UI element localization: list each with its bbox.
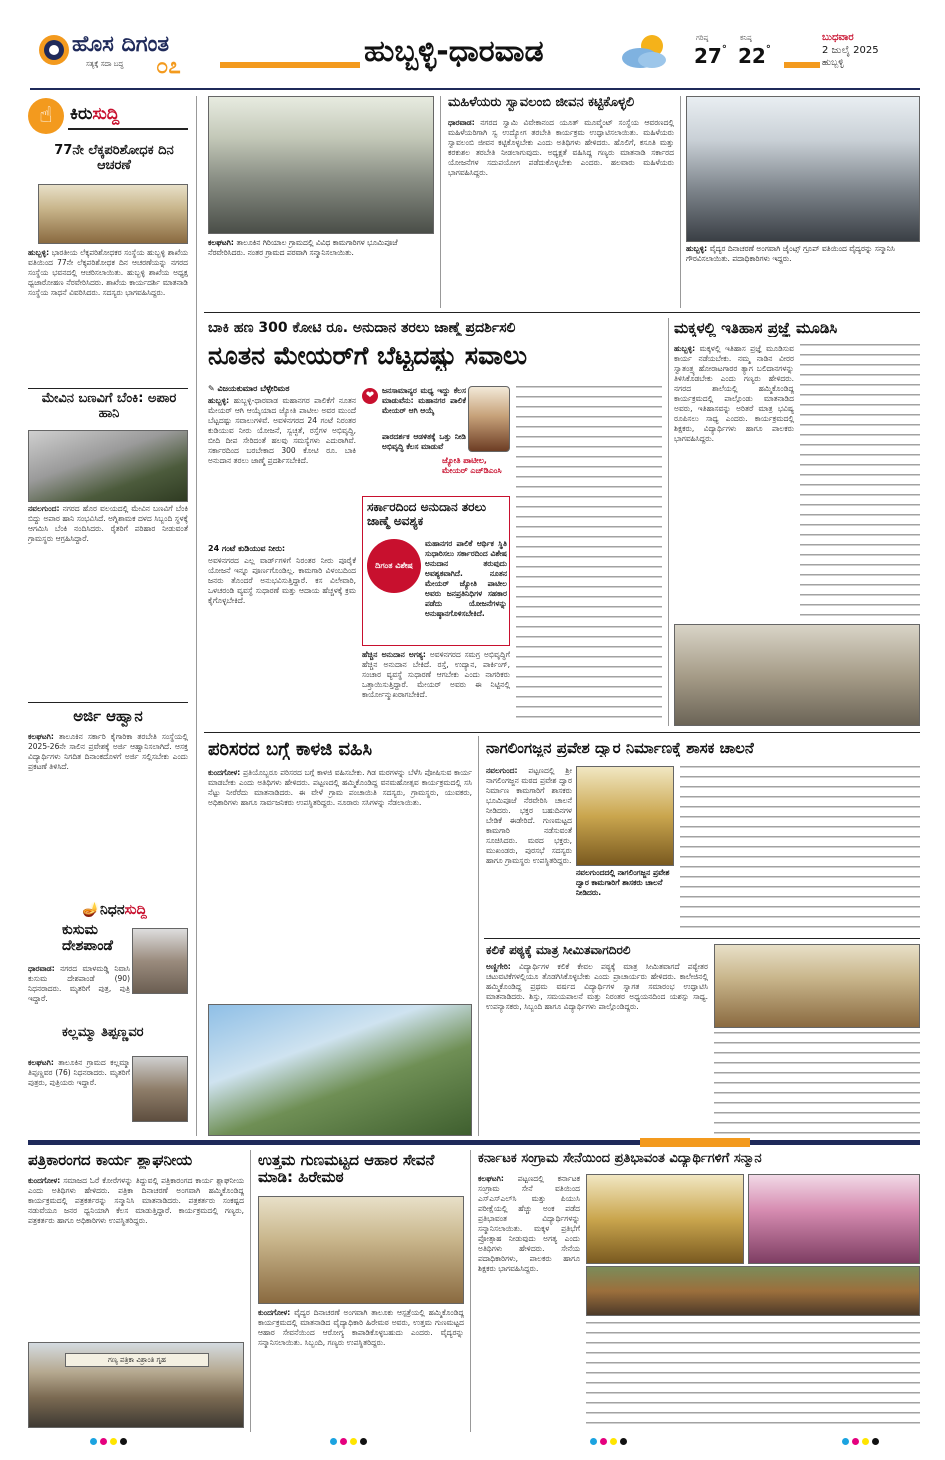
left-column-rule — [196, 96, 197, 1136]
date: 2 ಜುಲೈ 2025 — [822, 45, 879, 56]
kiru-story2-photo — [28, 430, 188, 502]
digantha-vishesha-badge: ದಿಗಂತ ವಿಶೇಷ — [367, 539, 421, 593]
masthead-orange-bar — [220, 62, 360, 68]
heart-logo-icon: ❤ — [362, 388, 378, 404]
sangrama-photo-1 — [586, 1174, 744, 1264]
ahara-body: ಕುಂದಗೋಳ: ವೈದ್ಯರ ದಿನಾಚರಣೆ ಅಂಗವಾಗಿ ತಾಲೂಕು ಆಸ್ಪತ್ರೆಯಲ್ಲಿ ಹಮ್ಮಿಕೊಂಡಿದ್ದ ಕಾರ್ಯಕ್ರಮದಲ್ಲಿ ಮಾತನಾಡಿದ ವೈದ್ಯಾಧಿಕಾರಿ ಹಿರೇಮಠ ಅವರು, ಉತ್ತಮ ಗುಣಮಟ್ಟದ ಆಹಾರ ಸೇವನೆಯಿಂದ ಆರೋಗ್ಯ ಕಾಪಾಡಿಕೊಳ್ಳಬಹುದು ಎಂದರು. ವೈದ್ಯರನ್ನು ಸನ್ಮಾನಿಸಲಾಯಿತು. ಸಿಬ್ಬಂದಿ, ಗಣ್ಯರು ಉಪಸ್ಥಿತರಿದ್ದರು. — [258, 1308, 464, 1347]
sangrama-headline: ಕರ್ನಾಟಕ ಸಂಗ್ರಾಮ ಸೇನೆಯಿಂದ ಪ್ರತಿಭಾವಂತ ವಿದ್ಯಾರ್ಥಿಗಳಿಗೆ ಸನ್ಮಾನ — [478, 1152, 762, 1166]
masthead-logo-block — [32, 30, 220, 80]
nidhana-label: ನಿಧನಸುದ್ದಿ — [100, 902, 147, 918]
registration-dots-right — [842, 1438, 879, 1445]
mayor-special-box — [362, 496, 510, 646]
masthead — [14, 30, 931, 80]
kalike-body-continued — [714, 1032, 920, 1136]
temp-min-label: ಕನಿಷ್ಠ — [740, 34, 752, 42]
mayor-body-continued — [516, 386, 662, 726]
kiru-divider-2 — [28, 702, 188, 703]
logo-tagline: ಸತ್ಯಕ್ಕೆ ಸದಾ ಬದ್ಧ — [86, 60, 124, 68]
kalike-photo — [714, 944, 920, 1028]
kiru-story1-photo — [38, 184, 188, 244]
masthead-orange-bar-right — [784, 62, 820, 68]
top-left-caption: ಕಲಘಟಗಿ: ತಾಲೂಕಿನ ಗಿರಿಯಾಲ ಗ್ರಾಮದಲ್ಲಿ ವಿವಿಧ ಕಾಮಗಾರಿಗಳ ಭೂಮಿಪೂಜೆ ನೆರವೇರಿಸಿದರು. ನಂತರ ಗ್ರಾಮದ ಪರವಾಗಿ ಸನ್ಮಾನಿಸಲಾಯಿತು. — [208, 238, 398, 257]
temp-max-label: ಗರಿಷ್ಠ — [696, 34, 709, 42]
pen-icon: ✎ — [208, 384, 215, 393]
partly-cloudy-icon — [616, 32, 672, 72]
kiru-divider-1 — [28, 388, 188, 389]
masthead-rule — [30, 88, 920, 90]
nagalinga-bottom-rule — [484, 938, 920, 939]
special-box-headline: ಸರ್ಕಾರದಿಂದ ಅನುದಾನ ತರಲು ಜಾಣ್ಮೆ ಅವಶ್ಯಕ — [367, 500, 487, 528]
date-block — [822, 32, 932, 68]
mayor-profile-box — [362, 384, 510, 492]
kiru-story3-headline: ಅರ್ಜಿ ಆಹ್ವಾನ — [73, 707, 143, 725]
mayor-portrait — [468, 386, 510, 452]
patrika-photo — [28, 1342, 244, 1428]
nidhana-p2-name: ಕಲ್ಲಮ್ಮಾ ತಿಪ್ಪಣ್ಣವರ — [62, 1025, 144, 1040]
mayor-body2: ಅವಳಿನಗರದ ಎಲ್ಲ ವಾರ್ಡ್‌ಗಳಿಗೆ ನಿರಂತರ ನೀರು ಪೂರೈಕೆ ಯೋಜನೆ ಇನ್ನೂ ಪೂರ್ಣಗೊಂಡಿಲ್ಲ. ಕಾಮಗಾರಿ ವಿಳಂಬದಿಂದ ಜನರು ತೊಂದರೆ ಅನುಭವಿಸುತ್ತಿದ್ದಾರೆ. ಕಸ ವಿಲೇವಾರಿ, ಒಳಚರಂಡಿ ವ್ಯವಸ್ಥೆ ಸುಧಾರಣೆ ಮತ್ತು ಆದಾಯ ಹೆಚ್ಚಳಕ್ಕೆ ಕ್ರಮ ಕೈಗೊಳ್ಳಬೇಕಿದೆ. — [208, 556, 356, 605]
environment-headline: ಪರಿಸರದ ಬಗ್ಗೆ ಕಾಳಜಿ ವಹಿಸಿ — [208, 740, 373, 760]
mayor-subhead1: 24 ಗಂಟೆ ಕುಡಿಯುವ ನೀರು: — [208, 544, 286, 553]
kalike-headline: ಕಲಿಕೆ ಪಠ್ಯಕ್ಕೆ ಮಾತ್ರ ಸೀಮಿತವಾಗದಿರಲಿ — [486, 943, 631, 957]
mayor-body: ಹುಬ್ಬಳ್ಳಿ: ಹುಬ್ಬಳ್ಳಿ-ಧಾರವಾಡ ಮಹಾನಗರ ಪಾಲಿಕೆಗೆ ನೂತನ ಮೇಯರ್ ಆಗಿ ಆಯ್ಕೆಯಾದ ಜ್ಯೋತಿ ಪಾಟೀಲ ಅವರ ಮುಂದೆ ಬೆಟ್ಟದಷ್ಟು ಸವಾಲುಗಳಿವೆ. ಅವಳಿನಗರದ 24 ಗಂಟೆ ನಿರಂತರ ಕುಡಿಯುವ ನೀರು ಯೋಜನೆ, ಸ್ವಚ್ಛತೆ, ರಸ್ತೆಗಳ ಅಭಿವೃದ್ಧಿ, ಬೀದಿ ದೀಪ ಸೇರಿದಂತೆ ಹಲವು ಸಮಸ್ಯೆಗಳು ಎದುರಾಗಿವೆ. ಸರ್ಕಾರದಿಂದ ಬರಬೇಕಾದ 300 ಕೋಟಿ ರೂ. ಬಾಕಿ ಅನುದಾನ ತರಲು ಜಾಣ್ಮೆ ಪ್ರದರ್ಶಿಸಬೇಕಿದೆ. — [208, 396, 356, 465]
nidhana-header — [82, 900, 192, 922]
registration-dots-mid-1 — [330, 1438, 367, 1445]
bottom-rule-2 — [470, 1150, 471, 1432]
mayor-kicker: ಬಾಕಿ ಹಣ 300 ಕೋಟಿ ರೂ. ಅನುದಾನ ತರಲು ಜಾಣ್ಮೆ ಪ್ರದರ್ಶಿಸಲಿ — [208, 320, 516, 336]
temp-max: 27° — [694, 44, 727, 68]
profile-name: ಜ್ಯೋತಿ ಪಾಟೀಲ, ಮೇಯರ್ ಎಚ್‌ಡಿಎಂಸಿ — [442, 456, 502, 475]
finger-icon: ☝ — [28, 98, 64, 134]
history-photo — [674, 624, 920, 726]
registration-dots-mid-2 — [590, 1438, 627, 1445]
sangrama-body-continued — [586, 1322, 920, 1432]
ahara-photo — [258, 1196, 464, 1304]
nagalinga-body-continued — [680, 766, 920, 934]
kiru-story2-body: ನವಲಗುಂದ: ನಗರದ ಹೊರ ವಲಯದಲ್ಲಿ ಮೇವಿನ ಬಣವಿಗೆ ಬೆಂಕಿ ಬಿದ್ದು ಅಪಾರ ಹಾನಿ ಸಂಭವಿಸಿದೆ. ಅಗ್ನಿಶಾಮಕ ದಳದ ಸಿಬ್ಬಂದಿ ಸ್ಥಳಕ್ಕೆ ಆಗಮಿಸಿ ಬೆಂಕಿ ನಂದಿಸಿದರು. ರೈತರಿಗೆ ಪರಿಹಾರ ನೀಡುವಂತೆ ಗ್ರಾಮಸ್ಥರು ಆಗ್ರಹಿಸಿದ್ದಾರೆ. — [28, 504, 188, 543]
top-left-photo — [208, 96, 434, 234]
mayor-bottom-rule — [204, 732, 920, 733]
building-sign: ಗಣ್ಯ ಪತ್ರಿಕಾ ವಿಶ್ರಾಂತಿ ಗೃಹ — [65, 1353, 209, 1367]
top-right-caption: ಹುಬ್ಬಳ್ಳಿ: ವೈದ್ಯರ ದಿನಾಚರಣೆ ಅಂಗವಾಗಿ ಜೈಂಟ್ಸ್ ಗ್ರೂಪ್ ವತಿಯಿಂದ ವೈದ್ಯರನ್ನು ಸನ್ಮಾನಿಸಿ ಗೌರವಿಸಲಾಯಿತು. ಪದಾಧಿಕಾರಿಗಳು ಇದ್ದರು. — [686, 244, 895, 263]
kiru-section — [28, 96, 188, 1136]
nagalinga-caption: ನವಲಗುಂದದಲ್ಲಿ ನಾಗಲಿಂಗಜ್ಜನ ಪ್ರವೇಶ ದ್ವಾರ ಕಾಮಗಾರಿಗೆ ಶಾಸಕರು ಚಾಲನೆ ನೀಡಿದರು. — [576, 868, 670, 897]
history-body-continued — [800, 344, 920, 620]
logo-text: ಹೊಸ ದಿಗಂತ — [72, 32, 170, 57]
patrika-body: ಕುಂದಗೋಳ: ಸಮಾಜದ ಓರೆ ಕೋರೆಗಳನ್ನು ತಿದ್ದುವಲ್ಲಿ ಪತ್ರಿಕಾರಂಗದ ಕಾರ್ಯ ಶ್ಲಾಘನೀಯ ಎಂದು ಅತಿಥಿಗಳು ಹೇಳಿದರು. ಪತ್ರಿಕಾ ದಿನಾಚರಣೆ ಅಂಗವಾಗಿ ಹಮ್ಮಿಕೊಂಡಿದ್ದ ಕಾರ್ಯಕ್ರಮದಲ್ಲಿ ಪತ್ರಕರ್ತರನ್ನು ಸನ್ಮಾನಿಸಿ ಮಾತನಾಡಿದರು. ಪತ್ರಕರ್ತರು ಸಂಕಷ್ಟದ ನಡುವೆಯೂ ಜನರ ಧ್ವನಿಯಾಗಿ ಕೆಲಸ ಮಾಡುತ್ತಿದ್ದಾರೆ. ಕಾರ್ಯಕ್ರಮದಲ್ಲಿ ಗಣ್ಯರು, ಪತ್ರಕರ್ತರು ಹಾಗೂ ಅಧಿಕಾರಿಗಳು ಉಪಸ್ಥಿತರಿದ್ದರು. — [28, 1176, 244, 1225]
ahara-headline: ಉತ್ತಮ ಗುಣಮಟ್ಟದ ಆಹಾರ ಸೇವನೆ ಮಾಡಿ: ಹಿರೇಮಠ — [258, 1151, 435, 1187]
kiru-underline — [68, 128, 188, 130]
profile-line-2: ಪಾರದರ್ಶಕ ಆಡಳಿತಕ್ಕೆ ಒತ್ತು ನೀಡಿ ಅಭಿವೃದ್ಧಿ ಕೆಲಸ ಮಾಡುವೆ — [382, 432, 466, 451]
special-box-body: ಮಹಾನಗರ ಪಾಲಿಕೆ ಆರ್ಥಿಕ ಸ್ಥಿತಿ ಸುಧಾರಿಸಲು ಸರ್ಕಾರದಿಂದ ವಿಶೇಷ ಅನುದಾನ ತರುವುದು ಅವಶ್ಯಕವಾಗಿದೆ. ನೂತನ ಮೇಯರ್ ಜ್ಯೋತಿ ಪಾಟೀಲ ಅವರು ಜನಪ್ರತಿನಿಧಿಗಳ ಸಹಕಾರ ಪಡೆದು ಯೋಜನೆಗಳನ್ನು ಅನುಷ್ಠಾನಗೊಳಿಸಬೇಕಿದೆ. — [425, 539, 507, 618]
nidhana-p2-photo — [132, 1056, 188, 1122]
kiru-story1-body: ಹುಬ್ಬಳ್ಳಿ: ಭಾರತೀಯ ಲೆಕ್ಕಪರಿಶೋಧಕರ ಸಂಸ್ಥೆಯ ಹುಬ್ಬಳ್ಳಿ ಶಾಖೆಯ ವತಿಯಿಂದ 77ನೇ ಲೆಕ್ಕಪರಿಶೋಧಕ ದಿನ ಆಚರಣೆಯನ್ನು ನಗರದ ಸಂಸ್ಥೆಯ ಭವನದಲ್ಲಿ ಆಚರಿಸಲಾಯಿತು. ಹುಬ್ಬಳ್ಳಿ ಶಾಖೆಯ ಅಧ್ಯಕ್ಷ ಧ್ವಜಾರೋಹಣ ನೆರವೇರಿಸಿದರು. ಶಾಖೆಯ ಕಾರ್ಯದರ್ಶಿ ಮಾತನಾಡಿ ಸಂಸ್ಥೆಯ ಸಾಧನೆ ವಿವರಿಸಿದರು. ಸದಸ್ಯರು ಭಾಗವಹಿಸಿದ್ದರು. — [28, 248, 188, 297]
environment-photo — [208, 1004, 472, 1136]
nagalinga-body: ನವಲಗುಂದ: ಪಟ್ಟಣದಲ್ಲಿ ಶ್ರೀ ನಾಗಲಿಂಗಜ್ಜನ ಮಠದ ಪ್ರವೇಶ ದ್ವಾರ ನಿರ್ಮಾಣ ಕಾಮಗಾರಿಗೆ ಶಾಸಕರು ಭೂಮಿಪೂಜೆ ನೆರವೇರಿಸಿ ಚಾಲನೆ ನೀಡಿದರು. ಭಕ್ತರ ಬಹುದಿನಗಳ ಬೇಡಿಕೆ ಈಡೇರಿದೆ. ಗುಣಮಟ್ಟದ ಕಾಮಗಾರಿ ನಡೆಸುವಂತೆ ಸೂಚಿಸಿದರು. ಮಠದ ಭಕ್ತರು, ಮುಖಂಡರು, ಪುರಸಭೆ ಸದಸ್ಯರು ಹಾಗೂ ಗ್ರಾಮಸ್ಥರು ಉಪಸ್ಥಿತರಿದ್ದರು. — [486, 766, 572, 865]
mayor-byline: ✎ ವಿಜಯಕುಮಾರ ಬೆಳ್ಳೇರಿಮಠ — [208, 384, 290, 393]
top-right-photo — [686, 96, 920, 242]
edition-title: ಹುಬ್ಬಳ್ಳಿ-ಧಾರವಾಡ — [364, 34, 544, 69]
mayor-body3: ಹೆಚ್ಚಿನ ಅನುದಾನ ಅಗತ್ಯ: ಅವಳಿನಗರದ ಸಮಗ್ರ ಅಭಿವೃದ್ಧಿಗೆ ಹೆಚ್ಚಿನ ಅನುದಾನ ಬೇಕಿದೆ. ರಸ್ತೆ, ಉದ್ಯಾನ, ಪಾರ್ಕಿಂಗ್, ಸಂಚಾರ ವ್ಯವಸ್ಥೆ ಸುಧಾರಣೆ ಆಗಬೇಕು ಎಂದು ನಾಗರಿಕರು ಒತ್ತಾಯಿಸುತ್ತಿದ್ದಾರೆ. ಮೇಯರ್ ಅವರು ಈ ನಿಟ್ಟಿನಲ್ಲಿ ಕಾರ್ಯೋನ್ಮುಖರಾಗಬೇಕಿದೆ. — [362, 650, 510, 699]
sangrama-body: ಕಲಘಟಗಿ: ಪಟ್ಟಣದಲ್ಲಿ ಕರ್ನಾಟಕ ಸಂಗ್ರಾಮ ಸೇನೆ ವತಿಯಿಂದ ಎಸ್‌ಎಸ್‌ಎಲ್‌ಸಿ ಮತ್ತು ಪಿಯುಸಿ ಪರೀಕ್ಷೆಯಲ್ಲಿ ಹೆಚ್ಚು ಅಂಕ ಪಡೆದ ಪ್ರತಿಭಾವಂತ ವಿದ್ಯಾರ್ಥಿಗಳನ್ನು ಸನ್ಮಾನಿಸಲಾಯಿತು. ಮಕ್ಕಳ ಪ್ರತಿಭೆಗೆ ಪ್ರೋತ್ಸಾಹ ನೀಡುವುದು ಅಗತ್ಯ ಎಂದು ಅತಿಥಿಗಳು ಹೇಳಿದರು. ಸೇನೆಯ ಪದಾಧಿಕಾರಿಗಳು, ಪಾಲಕರು ಹಾಗೂ ಶಿಕ್ಷಕರು ಭಾಗವಹಿಸಿದ್ದರು. — [478, 1174, 580, 1273]
kiru-story2-headline: ಮೇವಿನ ಬಣವಿಗೆ ಬೆಂಕಿ: ಅಪಾರ ಹಾನಿ — [41, 391, 177, 421]
lamp-icon: 🪔 — [82, 902, 100, 918]
kiru-story1-headline: 77ನೇ ಲೆಕ್ಕಪರಿಶೋಧಕ ದಿನ ಆಚರಣೆ — [54, 143, 174, 173]
kiru-story3-body: ಕಲಘಟಗಿ: ತಾಲೂಕಿನ ಸರ್ಕಾರಿ ಕೈಗಾರಿಕಾ ತರಬೇತಿ ಸಂಸ್ಥೆಯಲ್ಲಿ 2025-26ನೇ ಸಾಲಿನ ಪ್ರವೇಶಕ್ಕೆ ಅರ್ಜಿ ಆಹ್ವಾನಿಸಲಾಗಿದೆ. ಆಸಕ್ತ ವಿದ್ಯಾರ್ಥಿಗಳು ನಿಗದಿತ ದಿನಾಂಕದೊಳಗೆ ಅರ್ಜಿ ಸಲ್ಲಿಸಬೇಕು ಎಂದು ಪ್ರಕಟಣೆ ತಿಳಿಸಿದೆ. — [28, 732, 188, 771]
patrika-headline: ಪತ್ರಿಕಾರಂಗದ ಕಾರ್ಯ ಶ್ಲಾಘನೀಯ — [28, 1152, 193, 1169]
bottom-separator — [28, 1140, 920, 1145]
bottom-separator-accent — [640, 1138, 750, 1147]
nidhana-p1-photo — [132, 928, 188, 994]
nagalinga-photo — [576, 766, 674, 866]
page-number: ೦೭ — [156, 54, 181, 79]
nidhana-p1-body: ಧಾರವಾಡ: ನಗರದ ಮಾಳಮಡ್ಡಿ ನಿವಾಸಿ ಕುಸುಮ ದೇಶಪಾಂಡೆ (90) ನಿಧನರಾದರು. ಮೃತರಿಗೆ ಪುತ್ರ, ಪುತ್ರಿ ಇದ್ದಾರೆ. — [28, 964, 130, 1003]
history-body: ಹುಬ್ಬಳ್ಳಿ: ಮಕ್ಕಳಲ್ಲಿ ಇತಿಹಾಸ ಪ್ರಜ್ಞೆ ಮೂಡಿಸುವ ಕಾರ್ಯ ನಡೆಯಬೇಕು. ನಮ್ಮ ನಾಡಿನ ವೀರರ ಸ್ವಾತಂತ್ರ್ಯ ಹೋರಾಟಗಾರರ ತ್ಯಾಗ ಬಲಿದಾನಗಳನ್ನು ತಿಳಿಸಿಕೊಡಬೇಕು ಎಂದು ಗಣ್ಯರು ಹೇಳಿದರು. ನಗರದ ಶಾಲೆಯಲ್ಲಿ ಹಮ್ಮಿಕೊಂಡಿದ್ದ ಕಾರ್ಯಕ್ರಮದಲ್ಲಿ ಪಾಲ್ಗೊಂಡು ಮಾತನಾಡಿದ ಅವರು, ಇತಿಹಾಸವನ್ನು ಅರಿತರೆ ಮಾತ್ರ ಭವಿಷ್ಯ ರೂಪಿಸಲು ಸಾಧ್ಯ ಎಂದರು. ಕಾರ್ಯಕ್ರಮದಲ್ಲಿ ಶಿಕ್ಷಕರು, ವಿದ್ಯಾರ್ಥಿಗಳು ಹಾಗೂ ಪಾಲಕರು ಭಾಗವಹಿಸಿದ್ದರು. — [674, 344, 794, 443]
top-mid-headline: ಮಹಿಳೆಯರು ಸ್ವಾವಲಂಬಿ ಜೀವನ ಕಟ್ಟಿಕೊಳ್ಳಲಿ — [448, 95, 635, 110]
bottom-rule-1 — [250, 1150, 251, 1432]
kiru-header — [28, 96, 188, 136]
registration-dots-left — [90, 1438, 127, 1445]
nidhana-p2-body: ಕಲಘಟಗಿ: ತಾಲೂಕಿನ ಗ್ರಾಮದ ಕಲ್ಲಮ್ಮಾ ತಿಪ್ಪಣ್ಣವರ (76) ನಿಧನರಾದರು. ಮೃತರಿಗೆ ಪುತ್ರರು, ಪುತ್ರಿಯರು ಇದ್ದಾರೆ. — [28, 1058, 130, 1087]
environment-rule — [478, 736, 479, 1136]
kalike-body: ಅಣ್ಣಿಗೇರಿ: ವಿದ್ಯಾರ್ಥಿಗಳ ಕಲಿಕೆ ಕೇವಲ ಪಠ್ಯಕ್ಕೆ ಮಾತ್ರ ಸೀಮಿತವಾಗದೆ ಪಠ್ಯೇತರ ಚಟುವಟಿಕೆಗಳಲ್ಲಿಯೂ ತೊಡಗಿಸಿಕೊಳ್ಳಬೇಕು ಎಂದು ಪ್ರಾಚಾರ್ಯರು ಹೇಳಿದರು. ಕಾಲೇಜಿನಲ್ಲಿ ಹಮ್ಮಿಕೊಂಡಿದ್ದ ಪ್ರಥಮ ವರ್ಷದ ವಿದ್ಯಾರ್ಥಿಗಳ ಸ್ವಾಗತ ಸಮಾರಂಭ ಉದ್ಘಾಟಿಸಿ ಮಾತನಾಡಿದರು. ಶಿಸ್ತು, ಸಮಯಪಾಲನೆ ಮತ್ತು ನಿರಂತರ ಅಧ್ಯಯನದಿಂದ ಯಶಸ್ಸು ಸಾಧ್ಯ. ಉಪನ್ಯಾಸಕರು, ಸಿಬ್ಬಂದಿ ಹಾಗೂ ವಿದ್ಯಾರ್ಥಿಗಳು ಪಾಲ್ಗೊಂಡಿದ್ದರು. — [486, 962, 708, 1011]
mayor-rule — [668, 318, 669, 726]
environment-body: ಕುಂದಗೋಳ: ಪ್ರತಿಯೊಬ್ಬರೂ ಪರಿಸರದ ಬಗ್ಗೆ ಕಾಳಜಿ ವಹಿಸಬೇಕು. ಗಿಡ ಮರಗಳನ್ನು ಬೆಳೆಸಿ ಪೋಷಿಸುವ ಕಾರ್ಯ ಮಾಡಬೇಕು ಎಂದು ಅತಿಥಿಗಳು ಹೇಳಿದರು. ಪಟ್ಟಣದಲ್ಲಿ ಹಮ್ಮಿಕೊಂಡಿದ್ದ ವನಮಹೋತ್ಸವ ಕಾರ್ಯಕ್ರಮದಲ್ಲಿ ಸಸಿ ನೆಟ್ಟು ನೀರೆರೆದು ಮಾತನಾಡಿದರು. ಈ ವೇಳೆ ಗ್ರಾಮ ಪಂಚಾಯಿತಿ ಸದಸ್ಯರು, ಗ್ರಾಮಸ್ಥರು, ಯುವಕರು, ಅಧಿಕಾರಿಗಳು ಹಾಗೂ ಸಾರ್ವಜನಿಕರು ಉಪಸ್ಥಿತರಿದ್ದರು. ನೂರಾರು ಸಸಿಗಳನ್ನು ನೆಡಲಾಯಿತು. — [208, 768, 472, 807]
kiru-label: ಕಿರುಸುದ್ದಿ — [70, 104, 120, 124]
temp-min: 22° — [738, 44, 771, 68]
sangrama-photo-2 — [748, 1174, 920, 1264]
nidhana-p1-name: ಕುಸುಮ ದೇಶಪಾಂಡೆ — [62, 922, 113, 955]
sangrama-photo-3 — [586, 1266, 920, 1316]
top-strip-bottom-rule — [204, 312, 920, 313]
top-mid-body: ಧಾರವಾಡ: ನಗರದ ಸ್ವಾಮಿ ವಿವೇಕಾನಂದ ಯೂತ್ ಮೂವ್ಮೆಂಟ್ ಸಂಸ್ಥೆಯ ಆವರಣದಲ್ಲಿ ಮಹಿಳೆಯರಿಗಾಗಿ ಸ್ವ ಉದ್ಯೋಗ ತರಬೇತಿ ಕಾರ್ಯಕ್ರಮ ಉದ್ಘಾಟಿಸಲಾಯಿತು. ಮಹಿಳೆಯರು ಸ್ವಾವಲಂಬಿ ಜೀವನ ಕಟ್ಟಿಕೊಳ್ಳಬೇಕು ಎಂದು ಅತಿಥಿಗಳು ಹೇಳಿದರು. ಹೊಲಿಗೆ, ಕಸೂತಿ ಮತ್ತು ಕರಕುಶಲ ತರಬೇತಿ ನೀಡಲಾಗುವುದು. ಅಧ್ಯಕ್ಷತೆ ವಹಿಸಿದ್ದ ಗಣ್ಯರು ಮಾತನಾಡಿ ಸರ್ಕಾರದ ಯೋಜನೆಗಳ ಸದುಪಯೋಗ ಪಡೆದುಕೊಳ್ಳಬೇಕು ಎಂದರು. ಹಲವಾರು ಮಹಿಳೆಯರು ಭಾಗವಹಿಸಿದ್ದರು. — [448, 118, 674, 177]
profile-line-1: ಜನಸಾಮಾನ್ಯರ ಮಧ್ಯ ಇದ್ದು ಕೆಲಸ ಮಾಡುವೆನು: ಮಹಾನಗರ ಪಾಲಿಕೆ ಮೇಯರ್ ಆಗಿ ಆಯ್ಕೆ — [382, 386, 466, 415]
nagalinga-headline: ನಾಗಲಿಂಗಜ್ಜನ ಪ್ರವೇಶ ದ್ವಾರ ನಿರ್ಮಾಣಕ್ಕೆ ಶಾಸಕ ಚಾಲನೆ — [486, 740, 754, 757]
mayor-headline: ನೂತನ ಮೇಯರ್‌ಗೆ ಬೆಟ್ಟದಷ್ಟು ಸವಾಲು — [208, 342, 528, 370]
top-strip-rule-2 — [680, 96, 681, 308]
weekday: ಬುಧವಾರ — [822, 32, 854, 43]
top-strip-rule-1 — [440, 96, 441, 308]
logo-emblem-icon — [38, 34, 70, 66]
history-headline: ಮಕ್ಕಳಲ್ಲಿ ಇತಿಹಾಸ ಪ್ರಜ್ಞೆ ಮೂಡಿಸಿ — [674, 320, 838, 337]
city: ಹುಬ್ಬಳ್ಳಿ — [822, 58, 844, 68]
